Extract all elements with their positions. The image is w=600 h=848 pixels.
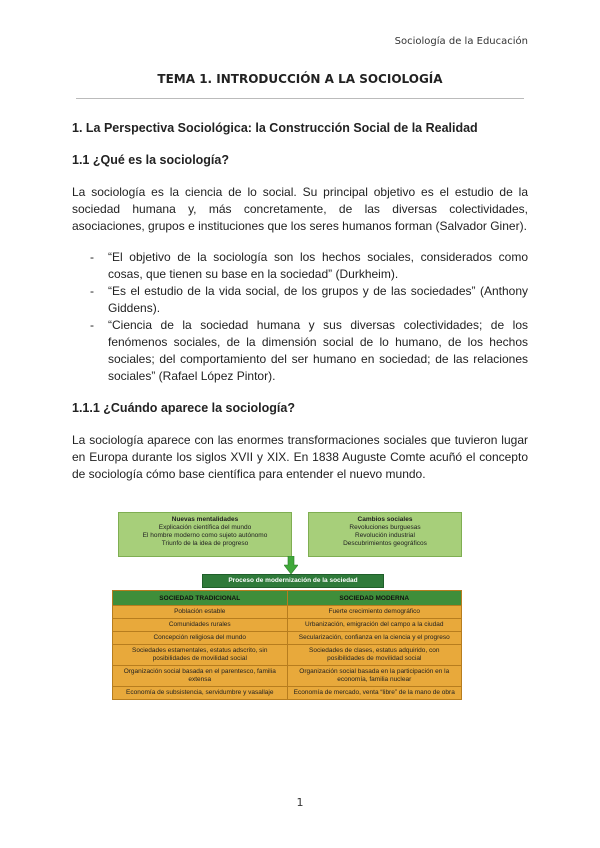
- table-cell: Economía de mercado, venta “libre” de la mano de obra: [287, 687, 462, 700]
- comparison-table: [112, 590, 462, 700]
- table-cell: Sociedades de clases, estatus adquirido, con posibilidades de movilidad social: [287, 645, 462, 666]
- table-row: [113, 619, 462, 632]
- origin-paragraph: La sociología aparece con las enormes transformaciones sociales que tuvieron lugar en Europa durante los siglos XVII y XIX. En 1838 Auguste Comte acuñó el concepto de sociología cómo base científica para entender el nuevo mundo.: [72, 433, 528, 481]
- dash-bullet: -: [90, 284, 94, 298]
- table-row: [113, 645, 462, 666]
- section-heading-1-1: 1.1 ¿Qué es la sociología?: [72, 153, 229, 167]
- table-row: [113, 687, 462, 700]
- page-title: TEMA 1. INTRODUCCIÓN A LA SOCIOLOGÍA: [157, 72, 443, 86]
- definition-paragraph: La sociología es la ciencia de lo social. Su principal objetivo es el estudio de la sociedad humana y, más concretamente, de las diversas colectividades, asociaciones, grupos e instituciones que los seres humanos forman (Salvador Giner).: [72, 185, 528, 233]
- box-line: Triunfo de la idea de progreso: [161, 540, 249, 547]
- document-body: [72, 120, 528, 497]
- column-header: SOCIEDAD MODERNA: [287, 591, 462, 606]
- box-line: Revoluciones burguesas: [349, 524, 421, 531]
- table-cell: Sociedades estamentales, estatus adscrito, sin posibilidades de movilidad social: [113, 645, 288, 666]
- title-divider: [76, 98, 524, 99]
- table-cell: Urbanización, emigración del campo a la ciudad: [287, 619, 462, 632]
- dash-bullet: -: [90, 250, 94, 264]
- table-cell: Organización social basada en el parentesco, familia extensa: [113, 666, 288, 687]
- new-mentalities-box: [118, 512, 292, 557]
- down-arrow-icon: [284, 556, 298, 574]
- quote-item: [90, 317, 528, 385]
- page-number: 1: [296, 796, 304, 809]
- table-cell: Comunidades rurales: [113, 619, 288, 632]
- quote-text: “Ciencia de la sociedad humana y sus diversas colectividades; de los fenómenos sociales, de la dimensión social de lo humano, de los hechos sociales; del comportamiento del ser humano en sociedad; de las relaciones sociales” (Rafael López Pintor).: [108, 318, 528, 383]
- table-row: [113, 632, 462, 645]
- table-cell: Economía de subsistencia, servidumbre y vasallaje: [113, 687, 288, 700]
- quote-item: [90, 249, 528, 283]
- modernization-banner: Proceso de modernización de la sociedad: [202, 574, 384, 588]
- quote-text: “Es el estudio de la vida social, de los grupos y de las sociedades” (Anthony Giddens).: [108, 284, 528, 315]
- table-cell: Concepción religiosa del mundo: [113, 632, 288, 645]
- quote-list: [72, 249, 528, 385]
- column-header: SOCIEDAD TRADICIONAL: [113, 591, 288, 606]
- section-heading-1-1-1: 1.1.1 ¿Cuándo aparece la sociología?: [72, 401, 295, 415]
- box-title: Cambios sociales: [357, 516, 413, 523]
- modernization-diagram: [112, 508, 470, 758]
- quote-item: [90, 283, 528, 317]
- box-title: Nuevas mentalidades: [171, 516, 239, 523]
- dash-bullet: -: [90, 318, 94, 332]
- box-line: Descubrimientos geográficos: [343, 540, 427, 547]
- box-line: Revolución industrial: [355, 532, 415, 539]
- table-cell: Secularización, confianza en la ciencia y el progreso: [287, 632, 462, 645]
- table-cell: Fuerte crecimiento demográfico: [287, 606, 462, 619]
- box-line: Explicación científica del mundo: [158, 524, 252, 531]
- social-changes-box: [308, 512, 462, 557]
- table-row: [113, 606, 462, 619]
- running-header: Sociología de la Educación: [394, 36, 528, 47]
- table-row: [113, 666, 462, 687]
- quote-text: “El objetivo de la sociología son los hechos sociales, considerados como cosas, que tienen su base en la sociedad” (Durkheim).: [108, 250, 528, 281]
- table-header-row: [113, 591, 462, 606]
- table-cell: Población estable: [113, 606, 288, 619]
- section-heading-1: 1. La Perspectiva Sociológica: la Construcción Social de la Realidad: [72, 121, 478, 135]
- table-cell: Organización social basada en la participación en la economía, familia nuclear: [287, 666, 462, 687]
- box-line: El hombre moderno como sujeto autónomo: [142, 532, 268, 539]
